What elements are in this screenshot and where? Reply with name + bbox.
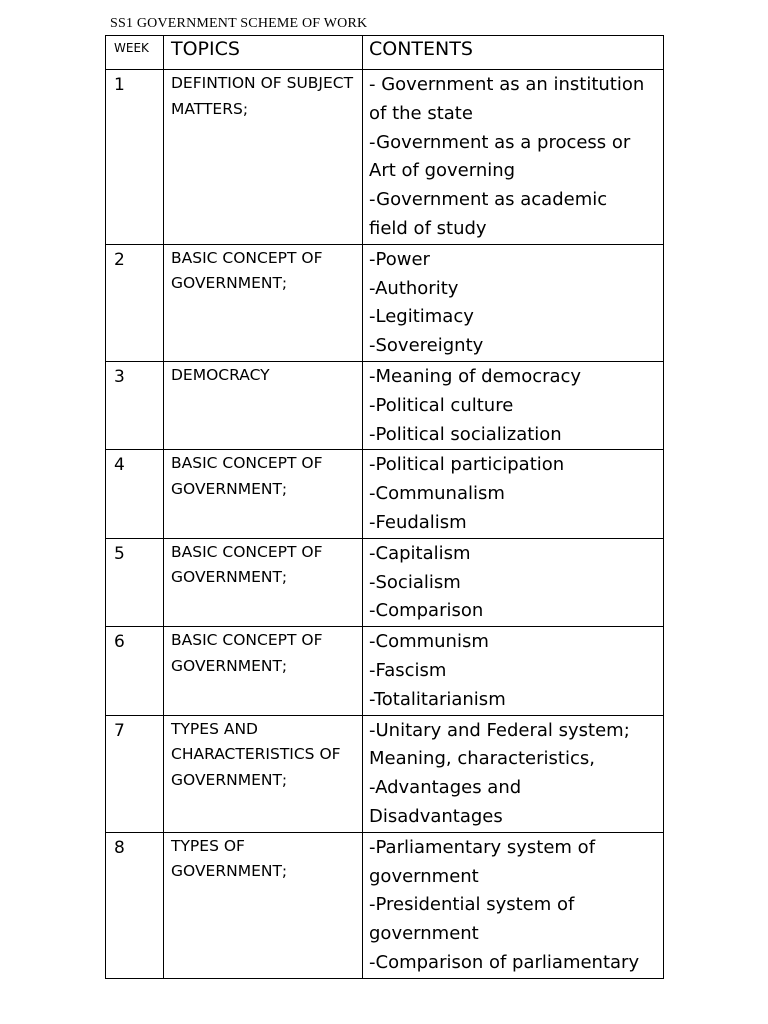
content-line: -Socialism bbox=[369, 571, 461, 593]
content-line: -Authority bbox=[369, 277, 459, 299]
table-row bbox=[106, 361, 664, 449]
contents-cell bbox=[363, 361, 664, 449]
scheme-of-work-table bbox=[105, 35, 664, 979]
content-line: -Comparison of parliamentary bbox=[369, 951, 640, 973]
week-number: 8 bbox=[106, 832, 164, 978]
topic-cell: BASIC CONCEPT OF GOVERNMENT; bbox=[164, 244, 363, 361]
table-header-row bbox=[106, 36, 664, 70]
week-number: 4 bbox=[106, 450, 164, 538]
week-column-header: WEEK bbox=[106, 36, 164, 70]
contents-column-header: CONTENTS bbox=[363, 36, 664, 70]
contents-cell bbox=[363, 70, 664, 245]
content-line: -Legitimacy bbox=[369, 306, 474, 328]
content-line: Art of governing bbox=[369, 160, 516, 182]
topics-column-header: TOPICS bbox=[164, 36, 363, 70]
week-number: 2 bbox=[106, 244, 164, 361]
content-line: -Communalism bbox=[369, 483, 505, 505]
table-row bbox=[106, 70, 664, 245]
contents-cell bbox=[363, 832, 664, 978]
contents-cell bbox=[363, 450, 664, 538]
content-line: of the state bbox=[369, 102, 473, 124]
topic-cell: BASIC CONCEPT OF GOVERNMENT; bbox=[164, 450, 363, 538]
content-line: -Parliamentary system of bbox=[369, 836, 596, 858]
table-row bbox=[106, 450, 664, 538]
content-line: Meaning, characteristics, bbox=[369, 748, 595, 770]
topic-cell: DEMOCRACY bbox=[164, 361, 363, 449]
content-line: -Sovereignty bbox=[369, 335, 484, 357]
content-line: -Capitalism bbox=[369, 542, 471, 564]
week-number: 3 bbox=[106, 361, 164, 449]
content-line: -Totalitarianism bbox=[369, 688, 506, 710]
topic-cell: BASIC CONCEPT OF GOVERNMENT; bbox=[164, 627, 363, 715]
table-row bbox=[106, 538, 664, 626]
week-number: 1 bbox=[106, 70, 164, 245]
table-row bbox=[106, 832, 664, 978]
content-line: Disadvantages bbox=[369, 805, 503, 827]
content-line: government bbox=[369, 923, 479, 945]
week-number: 5 bbox=[106, 538, 164, 626]
content-line: -Political culture bbox=[369, 394, 514, 416]
document-title: SS1 GOVERNMENT SCHEME OF WORK bbox=[110, 16, 368, 31]
week-number: 6 bbox=[106, 627, 164, 715]
topic-cell: DEFINTION OF SUBJECT MATTERS; bbox=[164, 70, 363, 245]
content-line: -Unitary and Federal system; bbox=[369, 719, 630, 741]
topic-cell: TYPES AND CHARACTERISTICS OF GOVERNMENT; bbox=[164, 715, 363, 832]
table-row bbox=[106, 244, 664, 361]
contents-cell bbox=[363, 715, 664, 832]
content-line: -Comparison bbox=[369, 600, 484, 622]
topic-cell: TYPES OF GOVERNMENT; bbox=[164, 832, 363, 978]
content-line: - Government as an institution bbox=[369, 74, 645, 95]
content-line: -Political socialization bbox=[369, 423, 562, 445]
contents-cell bbox=[363, 538, 664, 626]
content-line: -Feudalism bbox=[369, 511, 467, 533]
content-line: -Fascism bbox=[369, 659, 447, 681]
week-number: 7 bbox=[106, 715, 164, 832]
content-line: -Presidential system of bbox=[369, 894, 575, 916]
content-line: -Political participation bbox=[369, 454, 565, 476]
contents-cell bbox=[363, 244, 664, 361]
topic-cell: BASIC CONCEPT OF GOVERNMENT; bbox=[164, 538, 363, 626]
content-line: -Advantages and bbox=[369, 777, 522, 799]
content-line: -Government as academic bbox=[369, 189, 608, 211]
content-line: -Communism bbox=[369, 631, 489, 653]
content-line: -Power bbox=[369, 248, 430, 270]
table-row bbox=[106, 627, 664, 715]
content-line: government bbox=[369, 865, 479, 887]
contents-cell bbox=[363, 627, 664, 715]
content-line: -Government as a process or bbox=[369, 131, 631, 153]
content-line: field of study bbox=[369, 217, 487, 239]
table-row bbox=[106, 715, 664, 832]
content-line: -Meaning of democracy bbox=[369, 365, 582, 387]
